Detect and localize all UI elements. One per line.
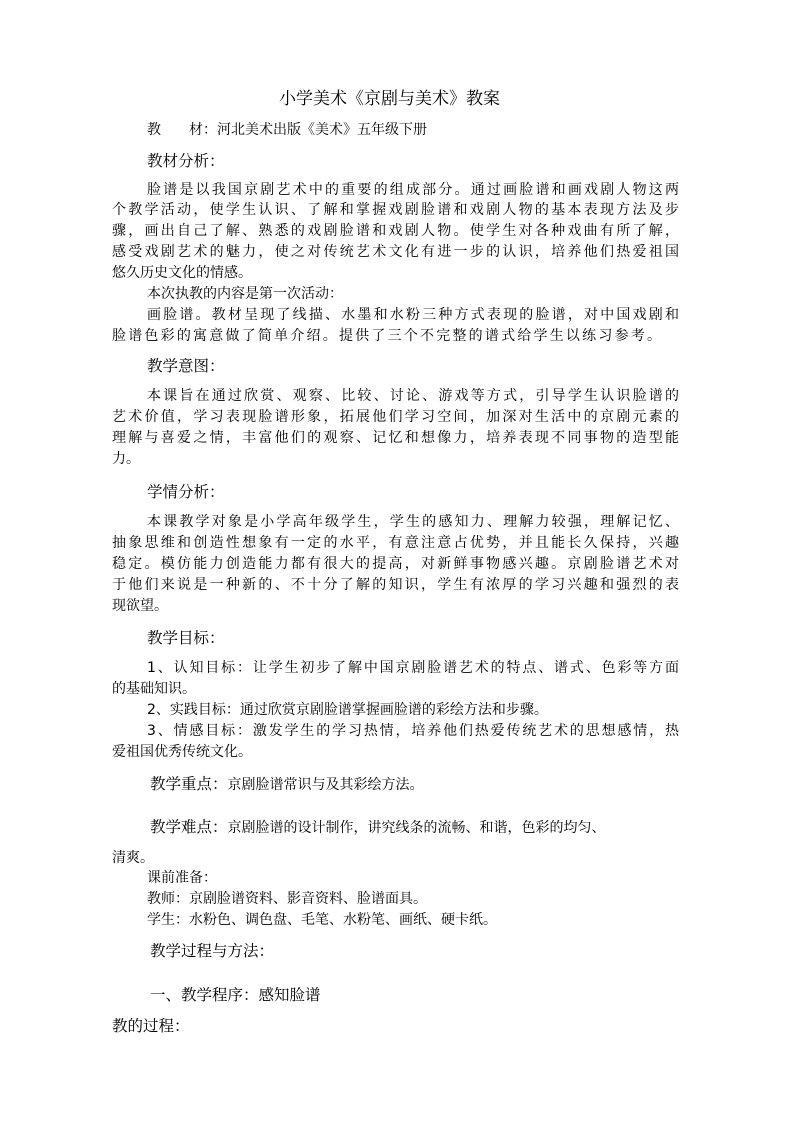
section-heading-process: 教学过程与方法： xyxy=(150,942,275,960)
paragraph-line: 脸谱是以我国京剧艺术中的重要的组成部分。通过画脸谱和画戏剧人物这两 xyxy=(147,182,679,198)
section-heading-objectives: 教学目标： xyxy=(147,629,225,647)
paragraph-line: 力。 xyxy=(112,451,140,467)
paragraph-line: 悠久历史文化的情感。 xyxy=(112,265,252,281)
preparation-student: 学生：水粉色、调色盘、毛笔、水粉笔、画纸、硬卡纸。 xyxy=(147,912,497,928)
textbook-info xyxy=(147,120,427,140)
section-heading-material-analysis: 教材分析： xyxy=(147,152,225,170)
process-step-1: 一、教学程序：感知脸谱 xyxy=(150,986,321,1004)
paragraph-line: 抽象思维和创造性想象有一定的水平，有意注意占优势，并且能长久保持，兴趣 xyxy=(112,535,679,551)
paragraph-line: 脸谱色彩的寓意做了简单介绍。提供了三个不完整的谱式给学生以练习参考。 xyxy=(112,328,661,344)
paragraph-line: 于他们来说是一种新的、不十分了解的知识，学生有浓厚的学习兴趣和强烈的表 xyxy=(112,577,679,593)
section-heading-teaching-intent: 教学意图： xyxy=(147,357,225,375)
preparation-teacher: 教师：京剧脸谱资料、影音资料、脸谱面具。 xyxy=(147,891,427,907)
difficulties-continuation: 清爽。 xyxy=(112,850,154,866)
teaching-process-label: 教的过程： xyxy=(112,1017,190,1035)
paragraph-line: 3、情感目标：激发学生的学习热情，培养他们热爱传统艺术的思想感情，热 xyxy=(147,723,679,739)
section-heading-difficulties: 教学难点： xyxy=(150,818,228,836)
paragraph-line: 个教学活动，使学生认识、了解和掌握戏剧脸谱和戏剧人物的基本表现方法及步 xyxy=(112,202,679,218)
paragraph-line: 艺术价值，学习表现脸谱形象，拓展他们学习空间，加深对生活中的京剧元素的 xyxy=(112,409,679,425)
key-points-text: 京剧脸谱常识与及其彩绘方法。 xyxy=(227,777,424,793)
textbook-value: 河北美术出版《美术》五年级下册 xyxy=(217,122,427,138)
paragraph-line: 爱祖国优秀传统文化。 xyxy=(112,744,252,760)
paragraph-line: 的基础知识。 xyxy=(112,681,196,697)
paragraph-line: 画脸谱。教材呈现了线描、水墨和水粉三种方式表现的脸谱，对中国戏剧和 xyxy=(147,307,679,323)
paragraph-line: 感受戏剧艺术的魅力，使之对传统艺术文化有进一步的认识，培养他们热爱祖国 xyxy=(112,244,679,260)
paragraph-line: 本课旨在通过欣赏、观察、比较、讨论、游戏等方式，引导学生认识脸谱的 xyxy=(147,388,679,404)
paragraph-line: 稳定。模仿能力创造能力都有很大的提高，对新鲜事物感兴趣。京剧脸谱艺术对 xyxy=(112,556,679,572)
paragraph-line: 现欲望。 xyxy=(112,598,168,614)
paragraph-line: 本课教学对象是小学高年级学生，学生的感知力、理解力较强，理解记忆、 xyxy=(147,514,679,530)
paragraph-line: 1、认知目标：让学生初步了解中国京剧脸谱艺术的特点、谱式、色彩等方面 xyxy=(147,660,679,676)
paragraph-line: 2、实践目标：通过欣赏京剧脸谱掌握画脸谱的彩绘方法和步骤。 xyxy=(147,702,548,718)
section-heading-preparation: 课前准备： xyxy=(147,870,217,886)
section-heading-student-analysis: 学情分析： xyxy=(147,483,225,501)
paragraph-line: 骤，画出自己了解、熟悉的戏剧脸谱和戏剧人物。使学生对各种戏曲有所了解， xyxy=(112,223,679,239)
paragraph-line: 理解与喜爱之情，丰富他们的观察、记忆和想像力，培养表现不同事物的造型能 xyxy=(112,430,679,446)
paragraph-line: 本次执教的内容是第一次活动： xyxy=(147,286,343,302)
difficulties xyxy=(150,816,606,838)
section-heading-key-points: 教学重点： xyxy=(150,775,228,793)
document-title: 小学美术《京剧与美术》教案 xyxy=(279,89,500,109)
difficulties-text: 京剧脸谱的设计制作，讲究线条的流畅、和谐，色彩的均匀、 xyxy=(227,820,606,836)
key-points xyxy=(150,773,424,795)
textbook-label: 教 材： xyxy=(147,122,217,138)
